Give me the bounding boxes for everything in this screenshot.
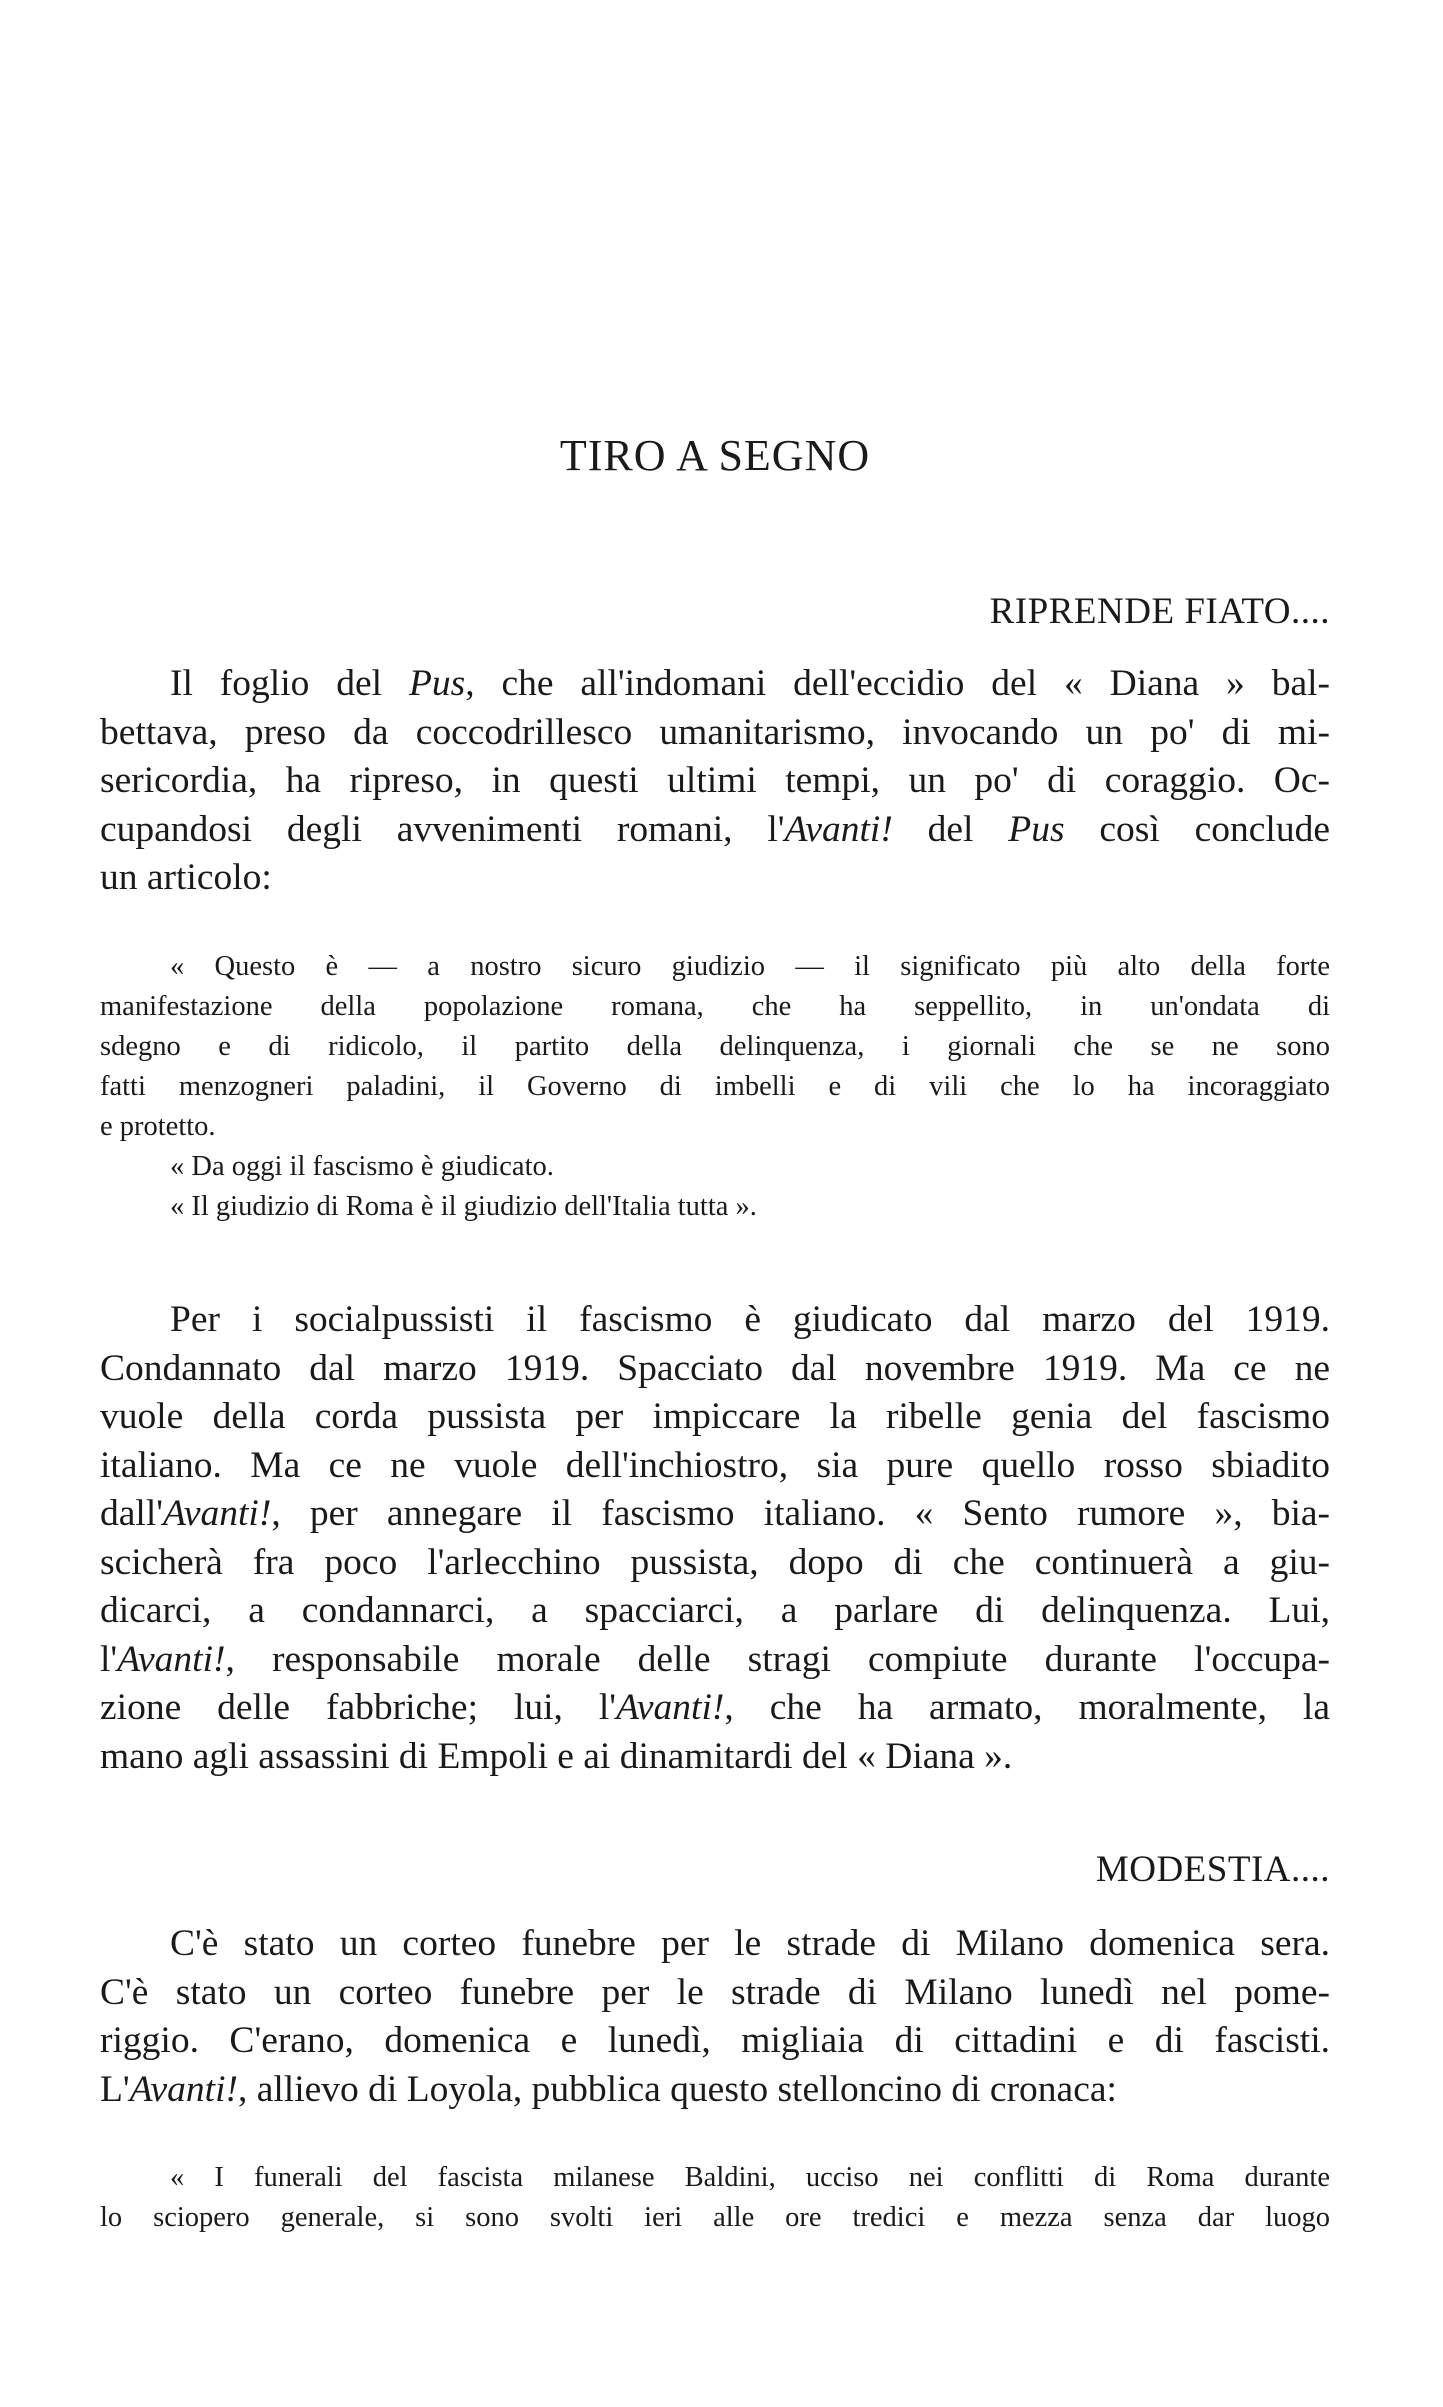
text-line: un articolo: xyxy=(100,857,272,898)
quote-line: « Il giudizio di Roma è il giudizio dell'Italia tutta ». xyxy=(170,1191,757,1222)
quote-line: « I funerali del fascista milanese Baldini, ucciso nei conflitti di Roma durante xyxy=(170,2162,1330,2193)
section-heading-riprende-fiato: RIPRENDE FIATO.... xyxy=(989,591,1330,632)
page-title: TIRO A SEGNO xyxy=(559,431,871,480)
quote-line: manifestazione della popolazione romana, che ha seppellito, in un'ondata di xyxy=(100,991,1330,1022)
text-line: l'Avanti!, responsabile morale delle stragi compiute durante l'occupa- xyxy=(100,1638,1330,1680)
section1-paragraph-1 xyxy=(100,660,1330,903)
quote-line: « Questo è — a nostro sicuro giudizio — il significato più alto della forte xyxy=(170,951,1330,982)
text-line: C'è stato un corteo funebre per le strade di Milano lunedì nel pome- xyxy=(100,1971,1330,2013)
text-line: italiano. Ma ce ne vuole dell'inchiostro, sia pure quello rosso sbiadito xyxy=(100,1444,1330,1486)
quote-line: fatti menzogneri paladini, il Governo di imbelli e di vili che lo ha incoraggiato xyxy=(100,1071,1330,1102)
quote-line: lo sciopero generale, si sono svolti ieri alle ore tredici e mezza senza dar luogo xyxy=(100,2202,1330,2233)
text-line: Condannato dal marzo 1919. Spacciato dal novembre 1919. Ma ce ne xyxy=(100,1347,1330,1389)
text-line: cupandosi degli avvenimenti romani, l'Avanti! del Pus così conclude xyxy=(100,808,1330,850)
text-line: dicarci, a condannarci, a spacciarci, a parlare di delinquenza. Lui, xyxy=(100,1590,1330,1631)
text-line: scicherà fra poco l'arlecchino pussista, dopo di che continuerà a giu- xyxy=(100,1541,1330,1583)
text-line: bettava, preso da coccodrillesco umanitarismo, invocando un po' di mi- xyxy=(100,711,1330,753)
text-line: C'è stato un corteo funebre per le strade di Milano domenica sera. xyxy=(170,1923,1330,1964)
section1-paragraph-2 xyxy=(100,1296,1330,1781)
text-line: vuole della corda pussista per impiccare la ribelle genia del fascismo xyxy=(100,1396,1330,1437)
text-line: sericordia, ha ripreso, in questi ultimi tempi, un po' di coraggio. Oc- xyxy=(100,760,1330,801)
section2-paragraph-1 xyxy=(100,1920,1330,2114)
text-line: zione delle fabbriche; lui, l'Avanti!, che ha armato, moralmente, la xyxy=(100,1687,1330,1728)
text-line: dall'Avanti!, per annegare il fascismo italiano. « Sento rumore », bia- xyxy=(100,1493,1330,1534)
text-line: Per i socialpussisti il fascismo è giudicato dal marzo del 1919. xyxy=(170,1299,1330,1340)
quote-line: e protetto. xyxy=(100,1111,216,1142)
quote-line: sdegno e di ridicolo, il partito della delinquenza, i giornali che se ne sono xyxy=(100,1031,1330,1062)
section2-quote xyxy=(100,2158,1330,2238)
text-line: Il foglio del Pus, che all'indomani dell'eccidio del « Diana » bal- xyxy=(170,663,1330,704)
section1-quote xyxy=(100,947,1330,1227)
text-line: L'Avanti!, allievo di Loyola, pubblica questo stelloncino di cronaca: xyxy=(100,2068,1117,2110)
text-line: riggio. C'erano, domenica e lunedì, migliaia di cittadini e di fascisti. xyxy=(100,2020,1330,2061)
text-line: mano agli assassini di Empoli e ai dinamitardi del « Diana ». xyxy=(100,1735,1013,1777)
quote-line: « Da oggi il fascismo è giudicato. xyxy=(170,1151,554,1182)
document-page xyxy=(100,0,1330,2407)
section-heading-modestia: MODESTIA.... xyxy=(1095,1849,1330,1890)
